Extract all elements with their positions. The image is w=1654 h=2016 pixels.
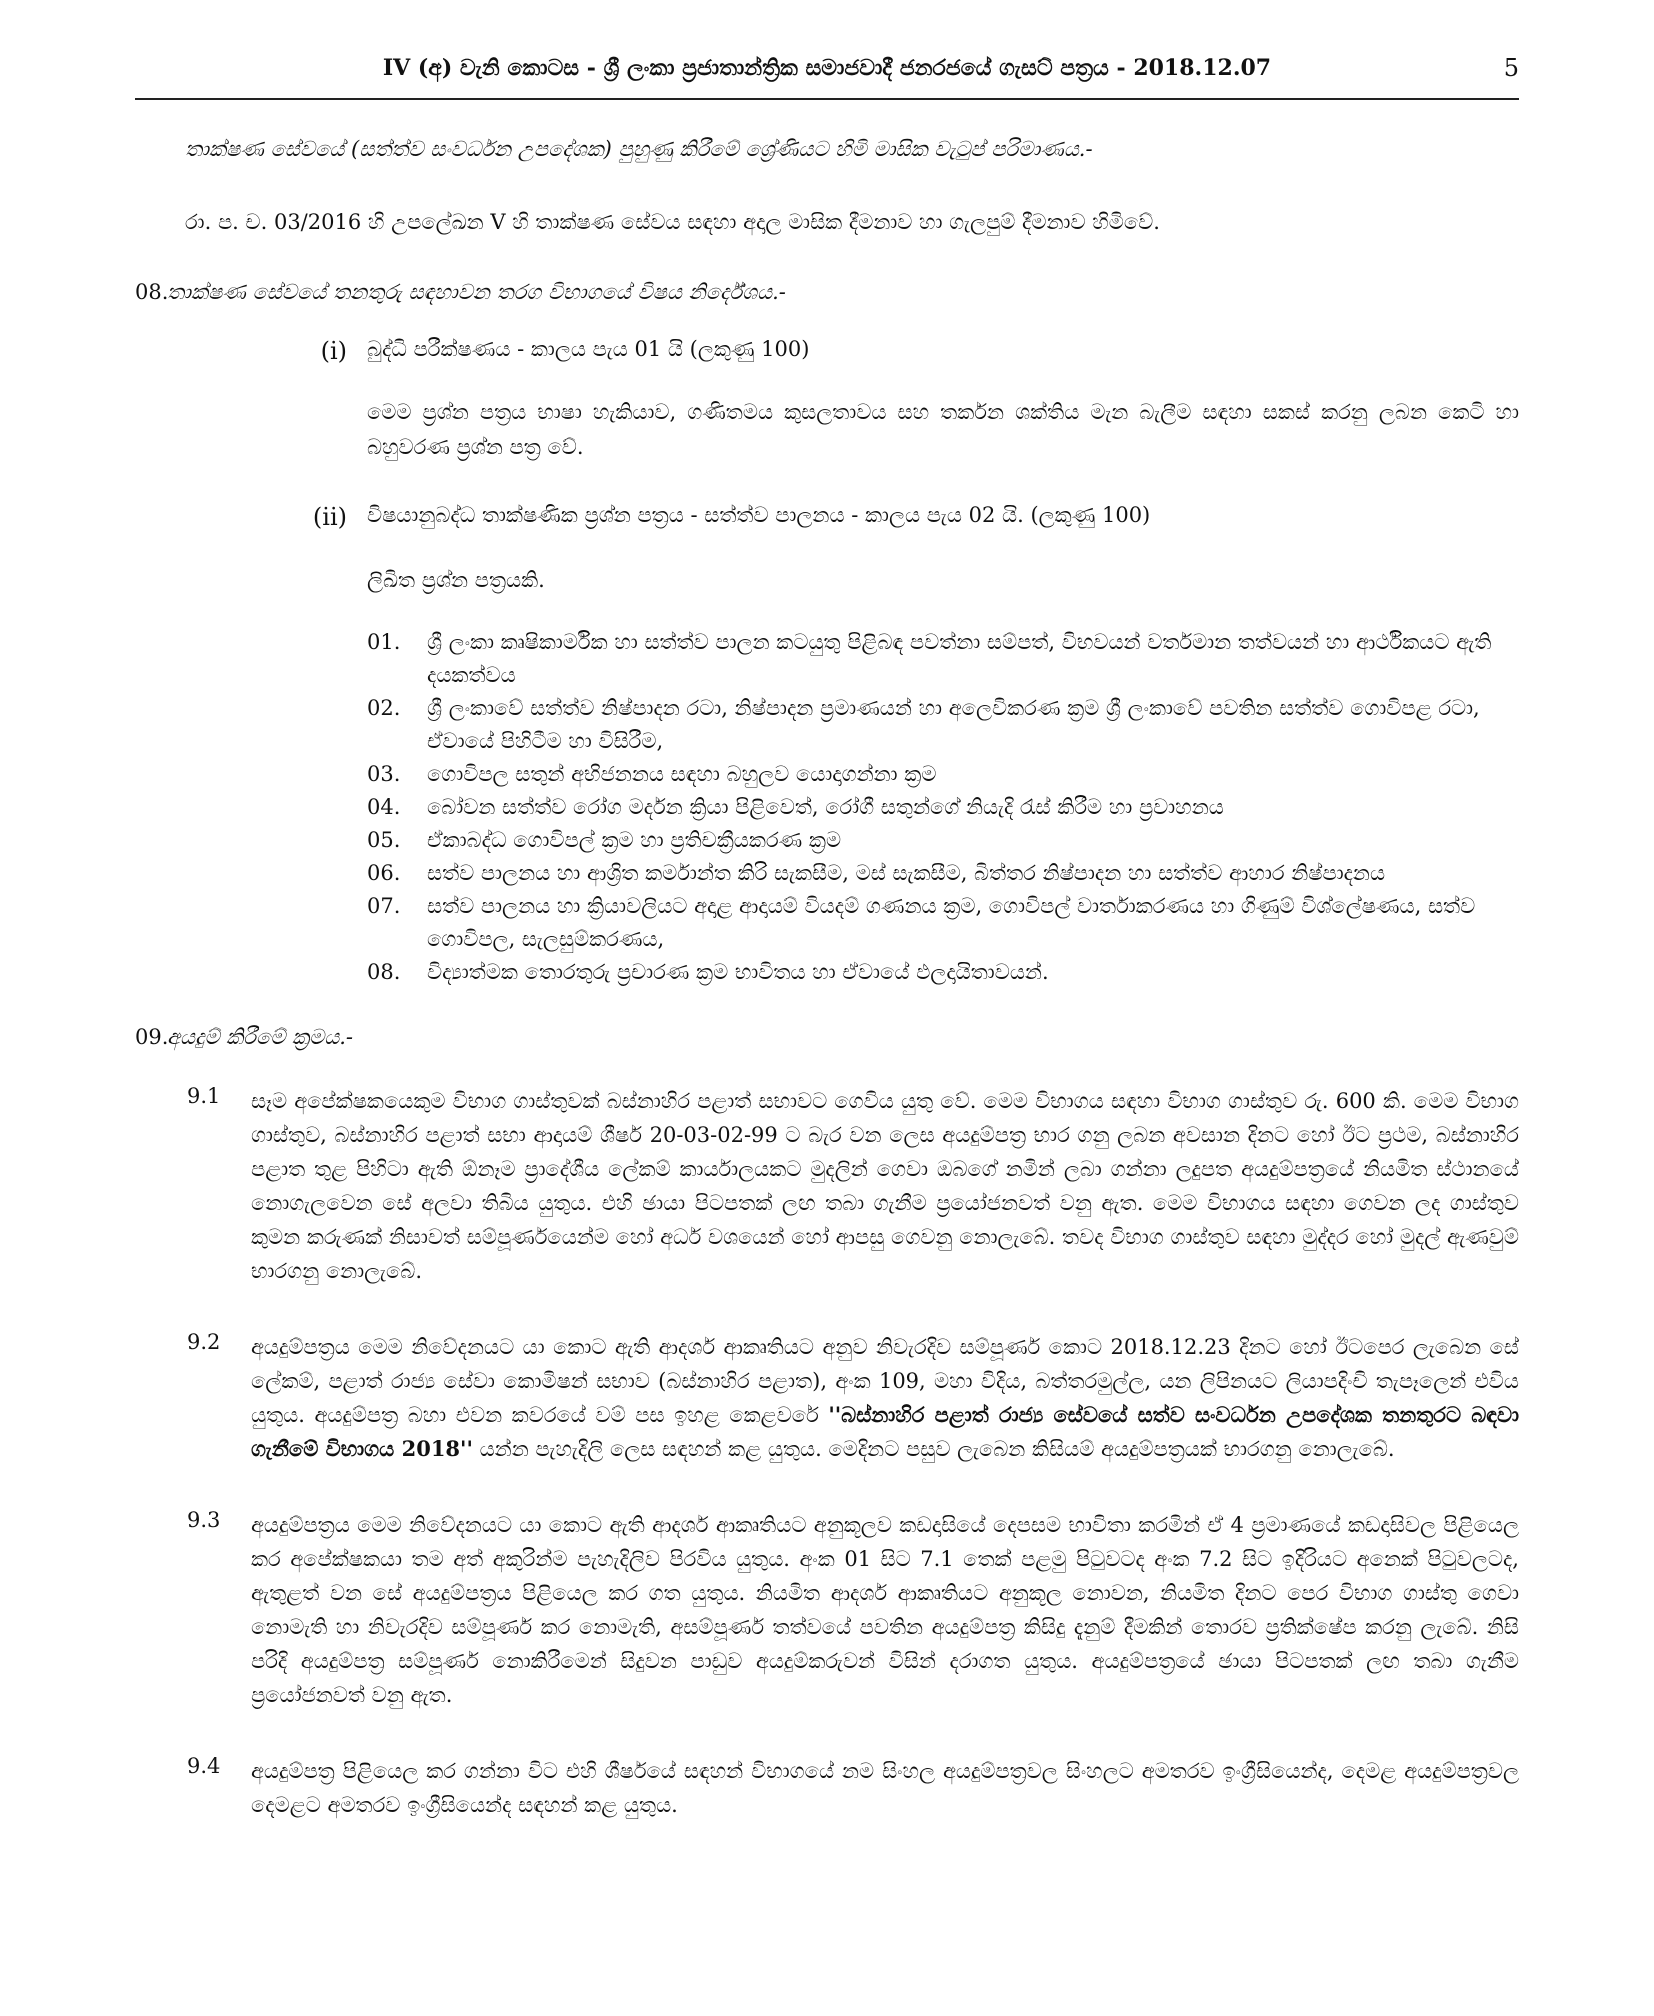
paper-i-description: මෙම ප්‍රශ්න පත්‍රය භාෂා හැකියාව, ගණිතමය කුසලතාවය සහ තර්කන ශක්තිය මැන බැලීම සඳහා සකස් කරනු ලබන කෙටි හා බහුවරණ ප්‍රශ්න පත්‍ර වේ.	[367, 400, 1519, 459]
list-item: 02. ශ්‍රී ලංකාවේ සත්ත්ව නිෂ්පාදන රටා, නිෂ්පාදන ප්‍රමාණයන් හා අලෙවිකරණ ක්‍රම ශ්‍රී ලංකාවේ පවතින සත්ත්ව ගොවිපළ රටා, ඒවායේ පිහිටීම හා විසිරීම,	[367, 696, 1480, 753]
section-number: 09.	[135, 1025, 169, 1049]
clause-text: අයදුම්පත්‍ර පිළියෙල කර ගන්නා විට එහි ශීර්ෂයේ සඳහන් විභාගයේ නම සිංහල අයදුම්පත්‍රවල සිංහලට අමතරව ඉංග්‍රීසියෙන්ද, දෙමළ අයදුම්පත්‍රවල දෙමළට අමතරව ඉංග්‍රීසියෙන්ද සඳහන් කළ යුතුය.	[251, 1759, 1519, 1817]
paper-ii-description: ලිඛිත ප්‍රශ්න පත්‍රයකි.	[367, 568, 545, 592]
salary-scale-heading: තාක්ෂණ සේවයේ (සත්ත්ව සංවර්ධන උපදේශක) පුහුණු කිරීමේ ශ්‍රේණියට හිමි මාසික වැටුප් පරිමාණය.-	[185, 137, 1093, 161]
list-item: 01. ශ්‍රී ලංකා කෘෂිකාර්මික හා සත්ත්ව පාලන කටයුතු පිළිබඳ පවත්නා සම්පත්, විභවයන් වර්තමාන තත්වයන් හා ආර්ථිකයට ඇති දයකත්වය	[367, 630, 1492, 687]
clause-number: 9.2	[187, 1330, 221, 1354]
paper-numeral: (ii)	[312, 503, 347, 531]
section-09-heading	[135, 1025, 1519, 1050]
clause-text: අයදුම්පත්‍රය මෙම නිවේදනයට යා කොට ඇති ආදර්ශ ආකෘතියට අනුව නිවැරදිව සම්පූර්ණ කොට 2018.12.23 දිනට හෝ ඊටපෙර ලැබෙන සේ ලේකම්, පළාත් රාජ්‍ය සේවා කොමිෂන් සභාව (බස්නාහිර පළාත), අංක 109, මහා විදිය, බත්තරමුල්ල, යන ලිපිනයට ලියාපදිංචි තැපෑලෙන් එවිය යුතුය. අයදුම්පත්‍ර බහා එවන කවරයේ වම් පස ඉහළ කෙළවරේ ''බස්නාහිර පළාත් රාජ්‍ය සේවයේ සත්ව සංවර්ධන උපදේශක තනතුරට බඳවා ගැනීමේ විභාගය 2018'' යන්න පැහැදිලි ලෙස සඳහන් කළ යුතුය. මෙදිනට පසුව ලැබෙන කිසියම් අයදුම්පත්‍රයක් භාරගනු නොලැබේ.	[251, 1335, 1519, 1461]
clause-9-4	[187, 1754, 1519, 1822]
list-item: 05. ඒකාබද්ධ ගොවිපල් ක්‍රම හා ප්‍රතිචක්‍රීයකරණ ක්‍රම	[367, 828, 842, 852]
section-08-heading	[135, 280, 1519, 305]
section-number: 08.	[135, 280, 169, 304]
page-header	[135, 48, 1519, 100]
exam-title-quote: ''බස්නාහිර පළාත් රාජ්‍ය සේවයේ සත්ව සංවර්ධන උපදේශක තනතුරට බඳවා ගැනීමේ විභාගය 2018''	[251, 1402, 1519, 1461]
clause-9-1	[187, 1084, 1519, 1288]
paper-title: බුද්ධි පරීක්ෂණය - කාලය පැය 01 යි (ලකුණු 100)	[367, 337, 810, 361]
page-number: 5	[1503, 54, 1519, 82]
clause-9-2	[187, 1330, 1519, 1466]
list-item: 08. විද්‍යාත්මක තොරතුරු ප්‍රචාරණ ක්‍රම භාවිතය හා ඒවායේ ඵලදායිතාවයන්.	[367, 960, 1049, 984]
list-item: 06. සත්ව පාලනය හා ආශ්‍රිත කර්මාන්ත කිරි සැකසීම, මස් සැකසීම, බිත්තර නිෂ්පාදන හා සත්ත්ව ආහාර නිෂ්පාදනය	[367, 861, 1386, 885]
clause-number: 9.3	[187, 1508, 221, 1532]
clause-text: සෑම අපේක්ෂකයෙකුම විභාග ගාස්තුවක් බස්නාහිර පළාත් සභාවට ගෙවිය යුතු වේ. මෙම විභාගය සඳහා විභාග ගාස්තුව රු. 600 කි. මෙම විභාග ගාස්තුව, බස්නාහිර පළාත් සභා ආදායම් ශීර්ෂ 20-03-02-99 ට බැර වන ලෙස අයදුම්පත්‍ර භාර ගනු ලබන අවසාන දිනට හෝ ඊට ප්‍රථම, බස්නාහිර පළාත තුළ පිහිටා ඇති ඕනෑම ප්‍රාදේශීය ලේකම් කාර්යාලයකට මුදලින් ගෙවා ඔබගේ නමින් ලබා ගන්නා ලදුපත අයදුම්පත්‍රයේ නියමිත ස්ථානයේ නොගැලවෙන සේ අලවා තිබිය යුතුය. එහි ඡායා පිටපතක් ලඟ තබා ගැනීම ප්‍රයෝජනවත් වනු ඇත. මෙම විභාගය සඳහා ගෙවන ලද ගාස්තුව කුමන කරුණක් නිසාවත් සම්පූර්ණයෙන්ම හෝ අර්ධ වශයෙන් හෝ ආපසු ගෙවනු නොලැබේ. තවද විභාග ගාස්තුව සඳහා මුද්දර හෝ මුදල් ඇණවුම් භාරගනු නොලැබේ.	[251, 1089, 1519, 1283]
paper-title: විෂයානුබද්ධ තාක්ෂණික ප්‍රශ්න පත්‍රය - සත්ත්ව පාලනය - කාලය පැය 02 යි. (ලකුණු 100)	[367, 503, 1151, 527]
syllabus-list	[367, 626, 1519, 989]
list-item: 04. බෝවන සත්ත්ව රෝග මර්දන ක්‍රියා පිළිවෙත්, රෝගී සතුන්ගේ නියැදි රැස් කිරීම හා ප්‍රවාහනය	[367, 795, 1224, 819]
section-title: තාක්ෂණ සේවයේ තනතුරු සඳහාවන තරග විභාගයේ විෂය නිර්දේශය.-	[167, 280, 786, 304]
clause-number: 9.1	[187, 1084, 221, 1108]
header-title: IV (අ) වැනි කොටස - ශ්‍රී ලංකා ප්‍රජාතාන්ත්‍රික සමාජවාදී ජනරජයේ ගැසට් පත්‍රය - 2018.12.07	[382, 55, 1272, 81]
paper-numeral: (i)	[320, 337, 347, 365]
section-title: අයදුම් කිරීමේ ක්‍රමය.-	[167, 1025, 353, 1049]
clause-9-3	[187, 1508, 1519, 1712]
paper-ii-heading	[295, 503, 1519, 531]
list-item: 03. ගොවිපල සතුන් අභිජනනය සඳහා බහුලව යොදාගන්නා ක්‍රම	[367, 762, 937, 786]
paper-i-heading	[295, 337, 1519, 365]
salary-scale-text: රා. ප. ච. 03/2016 හි උපලේඛන V හි තාක්ෂණ සේවය සඳහා අදාල මාසික දීමනාව හා ගැලපුම් දීමනාව හිමිවේ.	[185, 210, 1160, 234]
clause-number: 9.4	[187, 1754, 221, 1778]
list-item: 07. සත්ව පාලනය හා ක්‍රියාවලියට අදාළ ආදායම් වියදම් ගණනය ක්‍රම, ගොවිපල් වාර්තාකරණය හා ගිණුම් විශ්ලේෂණය, සත්ව ගොවිපල, සැලසුම්කරණය,	[367, 894, 1476, 951]
page-content	[135, 118, 1519, 1822]
clause-text: අයදුම්පත්‍රය මෙම නිවේදනයට යා කොට ඇති ආදර්ශ ආකෘතියට අනුකූලව කඩදාසියේ දෙපසම භාවිතා කරමින් ඒ 4 ප්‍රමාණයේ කඩදාසිවල පිළියෙල කර අපේක්ෂකයා තම අත් අකුරින්ම පැහැදිලිව පිරවිය යුතුය. අංක 01 සිට 7.1 තෙක් පළමු පිටුවටද අංක 7.2 සිට ඉදිරියට අනෙක් පිටුවලටද, ඇතුළත් වන සේ අයදුම්පත්‍රය පිළියෙල කර ගත යුතුය. නියමිත ආදර්ශ ආකෘතියට අනුකූල නොවන, නියමිත දිනට පෙර විභාග ගාස්තු ගෙවා නොමැති හා නිවැරදිව සම්පූර්ණ කර නොමැති, අසම්පූර්ණ තත්වයේ පවතින අයදුම්පත්‍ර කිසිදු දැනුම් දීමකින් තොරව ප්‍රතික්ෂේප කරනු ලැබේ. නිසි පරිදි අයදුම්පත්‍ර සම්පූර්ණ නොකිරීමෙන් සිදුවන පාඩුව අයදුම්කරුවන් විසින් දරාගත යුතුය. අයදුම්පත්‍රයේ ඡායා පිටපතක් ලඟ තබා ගැනීම ප්‍රයෝජනවත් වනු ඇත.	[251, 1513, 1519, 1707]
